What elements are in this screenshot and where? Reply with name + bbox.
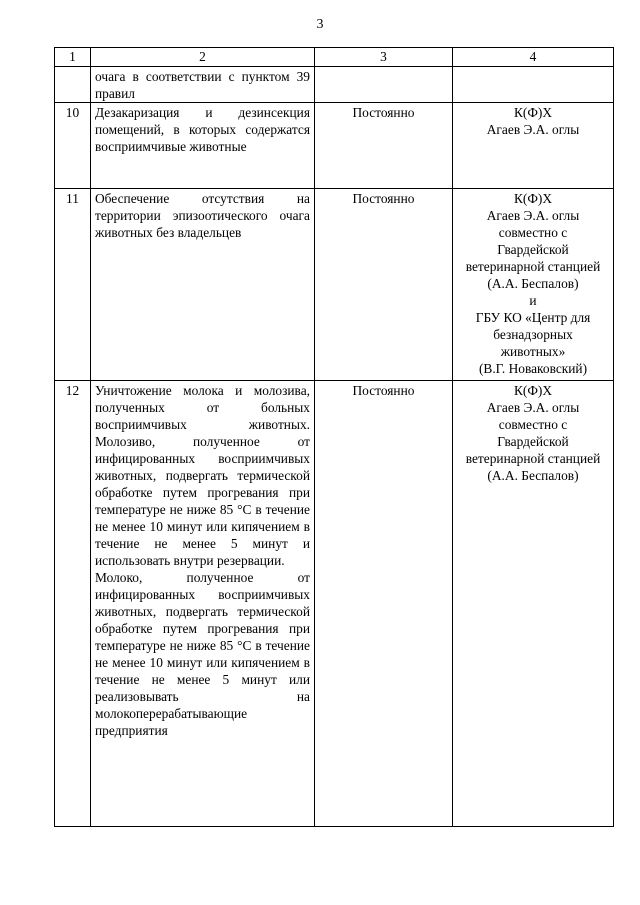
measure-description (91, 189, 315, 381)
responsible-line: Агаев Э.А. оглы (486, 122, 580, 137)
responsible-line: ГБУ КО «Центр для (475, 310, 591, 325)
row-number: 11 (55, 189, 91, 381)
responsible-party (453, 381, 614, 827)
responsible-line: К(Ф)Х (513, 105, 553, 120)
responsible-line: Агаев Э.А. оглы (486, 400, 580, 415)
responsible-line: животных» (500, 344, 566, 359)
measure-period (315, 67, 453, 103)
measure-description (91, 103, 315, 189)
row-number (55, 67, 91, 103)
row-number: 10 (55, 103, 91, 189)
responsible-line: совместно с (498, 225, 568, 240)
description-paragraph: Дезакаризация и дезинсекция помещений, в которых содержатся восприимчивые животные (95, 105, 310, 154)
row-number: 12 (55, 381, 91, 827)
responsible-line: (В.Г. Новаковский) (478, 361, 588, 376)
measures-table (54, 47, 614, 827)
responsible-party (453, 189, 614, 381)
responsible-line: (А.А. Беспалов) (487, 468, 579, 483)
responsible-line: совместно с (498, 417, 568, 432)
measure-description (91, 67, 315, 103)
responsible-line: К(Ф)Х (513, 383, 553, 398)
responsible-line: (А.А. Беспалов) (487, 276, 579, 291)
responsible-line: ветеринарной станцией (465, 451, 601, 466)
column-header: 3 (315, 48, 453, 67)
responsible-line: К(Ф)Х (513, 191, 553, 206)
description-paragraph: Молоко, полученное от инфицированных восприимчивых животных, подвергать термической обработке путем прогревания при температуре не ниже 85 °С в течение не менее 10 минут или кипячением в течение не менее 5 минут или реализовывать на молокоперерабатывающие предприятия (95, 570, 310, 738)
responsible-line: Гвардейской (497, 434, 569, 449)
responsible-line: Гвардейской (497, 242, 569, 257)
measure-description (91, 381, 315, 827)
table-row (55, 381, 614, 827)
responsible-line: безнадзорных (493, 327, 573, 342)
measure-period: Постоянно (315, 381, 453, 827)
description-paragraph: очага в соответствии с пунктом 39 правил (95, 69, 310, 101)
table-row (55, 189, 614, 381)
table-header-row (55, 48, 614, 67)
responsible-party (453, 103, 614, 189)
page-number: 3 (316, 17, 324, 32)
column-header: 4 (453, 48, 614, 67)
measure-period: Постоянно (315, 189, 453, 381)
table-row (55, 103, 614, 189)
responsible-line: ветеринарной станцией (465, 259, 601, 274)
responsible-line: и (529, 293, 537, 308)
responsible-line: Агаев Э.А. оглы (486, 208, 580, 223)
column-header: 2 (91, 48, 315, 67)
measure-period: Постоянно (315, 103, 453, 189)
responsible-party (453, 67, 614, 103)
table-row (55, 67, 614, 103)
column-header: 1 (55, 48, 91, 67)
description-paragraph: Уничтожение молока и молозива, полученных от больных восприимчивых животных. Молозиво, полученное от инфицированных восприимчивых животных, подвергать термической обработке путем прогревания при температуре не ниже 85 °С в течение не менее 10 минут или кипячением в течение не менее 5 минут и использовать внутри резервации. (95, 383, 310, 568)
description-paragraph: Обеспечение отсутствия на территории эпизоотического очага животных без владельцев (95, 191, 310, 240)
